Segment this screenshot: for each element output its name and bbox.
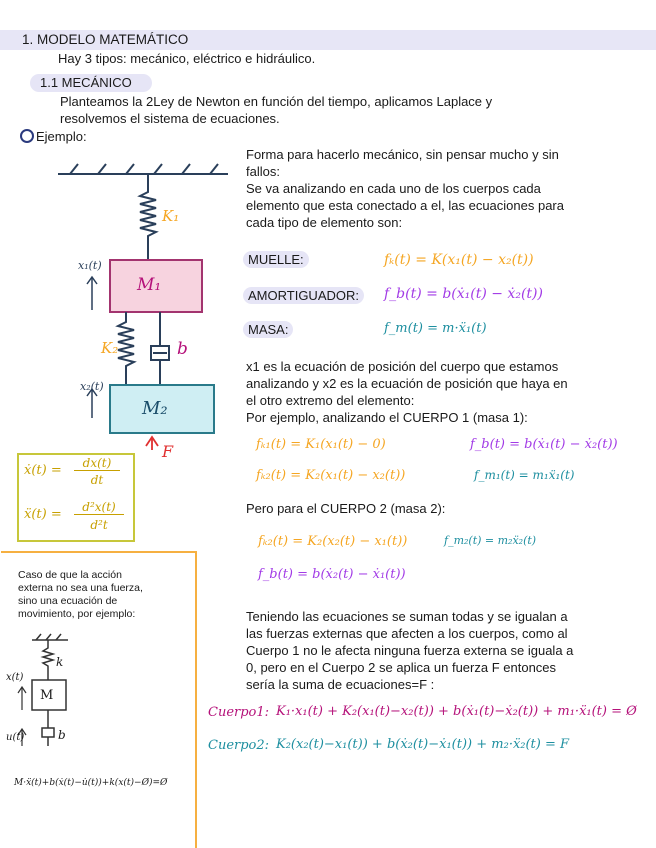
body2-intro: Pero para el CUERPO 2 (masa 2): (246, 501, 446, 516)
amortiguador-equation: f_b(t) = b(ẋ₁(t) − ẋ₂(t)) (384, 286, 543, 302)
summation-paragraph: Teniendo las ecuaciones se suman todas y se igualan a las fuerzas externas que afecten a los cuerpos, como al Cuerpo 1 no le afecta ninguna fuerza externa se iguala a 0, pero en el Cuerpo 2 se aplica un fuerza F entonces sería la suma de ecuaciones=F : (246, 609, 574, 692)
body2-spring-equation: fₖ₂(t) = K₂(x₂(t) − x₁(t)) (258, 534, 408, 549)
note-u-label: u(t) (6, 732, 25, 743)
body2-final-label: Cuerpo2: (208, 738, 270, 753)
b-label: b (177, 339, 188, 359)
note-b-label: b (58, 728, 66, 742)
note-x-label: x(t) (6, 672, 24, 683)
spring-mass-diagram (40, 150, 240, 450)
xdot-numerator: dx(t) (74, 456, 120, 471)
body1-final-label: Cuerpo1: (208, 705, 270, 720)
circle-bullet-icon (20, 129, 34, 143)
body1-spring2-equation: fₖ₂(t) = K₂(x₁(t) − x₂(t)) (256, 468, 406, 483)
body2-final-equation: K₂(x₂(t)−x₁(t)) + b(ẋ₂(t)−ẋ₁(t)) + m₂·ẍ₂(t) = F (276, 737, 570, 752)
damper-b-icon (151, 312, 169, 385)
section-intro: Hay 3 tipos: mecánico, eléctrico e hidráulico. (58, 51, 316, 66)
spring-k2-icon (118, 312, 134, 385)
method-paragraph: Forma para hacerlo mecánico, sin pensar mucho y sin fallos: Se va analizando en cada uno de los cuerpos cada elemento que esta conectado a el, las ecuaciones para cada tipo de elemento son: (246, 147, 564, 230)
m2-label: M₂ (142, 398, 168, 419)
body2-damper-equation: f_b(t) = b(ẋ₂(t) − ẋ₁(t)) (258, 567, 406, 582)
xdot-denominator: dt (90, 473, 104, 487)
section-title: 1. MODELO MATEMÁTICO (22, 32, 189, 47)
note-text: Caso de que la acción externa no sea una fuerza, sino una ecuación de movimiento, por ejemplo: (18, 569, 143, 620)
amortiguador-label: AMORTIGUADOR: (243, 287, 364, 304)
damper-icon (42, 710, 54, 746)
muelle-equation: fₖ(t) = K(x₁(t) − x₂(t)) (384, 252, 534, 268)
spring-k1-icon (140, 174, 156, 260)
note-m-label: M (40, 688, 54, 703)
muelle-label: MUELLE: (243, 251, 309, 268)
body1-damper-equation: f_b(t) = b(ẋ₁(t) − ẋ₂(t)) (470, 437, 618, 452)
k2-label: K₂ (101, 339, 119, 357)
body1-mass-equation: f_m₁(t) = m₁ẍ₁(t) (474, 468, 575, 482)
note-equation: M·ẍ(t)+b(ẋ(t)−u̇(t))+k(x(t)−Ø)=Ø (14, 778, 168, 788)
x2-label: x₂(t) (80, 380, 104, 393)
ceiling-icon (32, 634, 68, 640)
masa-equation: f_m(t) = m·ẍ₁(t) (384, 321, 487, 336)
x-arrow-icon (18, 687, 26, 710)
force-arrow-icon (146, 437, 158, 450)
m1-label: M₁ (137, 275, 162, 295)
k1-label: K₁ (162, 207, 180, 225)
xddot-numerator: d²x(t) (74, 500, 124, 515)
x2-arrow-icon (87, 389, 97, 418)
explanation-paragraph: x1 es la ecuación de posición del cuerpo que estamos analizando y x2 es la ecuación de posición que haya en el otro extremo del elemento: Por ejemplo, analizando el CUERPO 1 (masa 1): (246, 359, 568, 425)
spring-k-icon (43, 640, 53, 680)
x1-arrow-icon (87, 277, 97, 310)
masa-label: MASA: (243, 321, 293, 338)
example-label: Ejemplo: (36, 129, 87, 144)
subsection-line-2: resolvemos el sistema de ecuaciones. (60, 111, 280, 126)
body1-spring1-equation: fₖ₁(t) = K₁(x₁(t) − 0) (256, 437, 386, 452)
xddot-denominator: d²t (90, 518, 108, 532)
x1-label: x₁(t) (78, 259, 102, 272)
xdot-lhs: ẋ(t) = (24, 463, 62, 478)
subsection-title: 1.1 MECÁNICO (40, 75, 132, 90)
xddot-lhs: ẍ(t) = (24, 507, 62, 522)
ceiling-icon (58, 164, 228, 174)
body1-final-equation: K₁·x₁(t) + K₂(x₁(t)−x₂(t)) + b(ẋ₁(t)−ẋ₂(t)) + m₁·ẍ₁(t) = Ø (276, 704, 637, 719)
force-label: F (162, 442, 174, 461)
body2-mass-equation: f_m₂(t) = m₂ẍ₂(t) (444, 534, 537, 547)
note-k-label: k (56, 655, 64, 669)
subsection-line-1: Planteamos la 2Ley de Newton en función del tiempo, aplicamos Laplace y (60, 94, 493, 109)
